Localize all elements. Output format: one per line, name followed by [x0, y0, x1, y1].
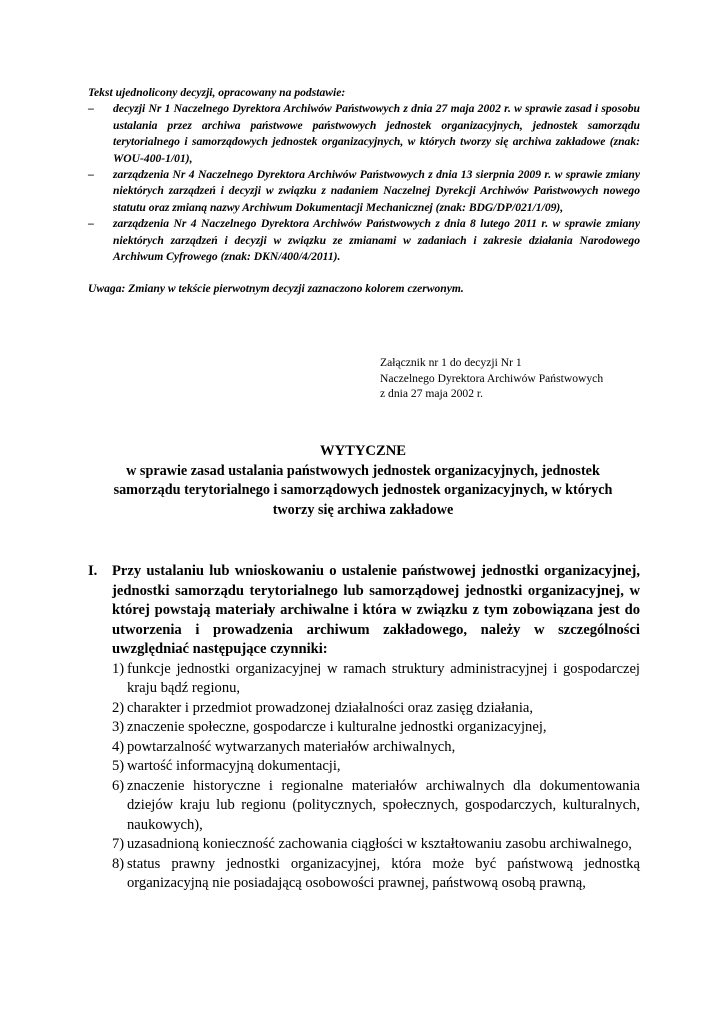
item-text: powtarzalność wytwarzanych materiałów archiwalnych, [127, 738, 456, 755]
document-subtitle-line: tworzy się archiwa zakładowe [272, 501, 454, 518]
list-item [112, 835, 640, 855]
list-item [112, 718, 640, 738]
changes-note: Uwaga: Zmiany w tekście pierwotnym decyzji zaznaczono kolorem czerwonym. [88, 282, 464, 296]
factor-list [112, 660, 640, 894]
annex-line: Naczelnego Dyrektora Archiwów Państwowych [380, 371, 604, 385]
dash-marker: – [88, 102, 94, 116]
item-number: 5) [112, 758, 125, 774]
source-notes-heading: Tekst ujednolicony decyzji, opracowany na podstawie: [88, 86, 346, 99]
list-item [112, 738, 640, 758]
item-text: znaczenie historyczne i regionalne materiałów archiwalnych dla dokumentowania dziejów kraju lub regionu (politycznych, społecznych, gospodarczych, kulturalnych, naukowych), [127, 777, 640, 833]
section-body [112, 562, 640, 894]
list-item [112, 699, 640, 719]
item-text: status prawny jednostki organizacyjnej, która może być państwową jednostką organizacyjną nie posiadającą osobowości prawnej, państwową osobą prawną, [127, 855, 640, 891]
document-subtitle-line: w sprawie zasad ustalania państwowych jednostek organizacyjnych, jednostek [126, 462, 600, 479]
dash-marker: – [88, 217, 94, 231]
section-one [88, 562, 640, 894]
list-item [112, 855, 640, 894]
item-number: 7) [112, 836, 125, 852]
item-text: uzasadnioną konieczność zachowania ciągłości w kształtowaniu zasobu archiwalnego, [127, 836, 632, 852]
source-item [88, 216, 640, 265]
item-number: 2) [112, 699, 125, 716]
source-item [88, 101, 640, 167]
list-item [112, 660, 640, 699]
item-text: funkcje jednostki organizacyjnej w ramach struktury administracyjnej i gospodarczej kraju bądź regionu, [127, 660, 640, 696]
item-number: 8) [112, 855, 125, 872]
section-lead: Przy ustalaniu lub wnioskowaniu o ustalenie państwowej jednostki organizacyjnej, jednostki samorządu terytorialnego lub samorządowej jednostki organizacyjnej, w której powstają materiały archiwalne i która w związku z tym zobowiązana jest do utworzenia i prowadzenia archiwum zakładowego, należy w szczególności uwzględniać następujące czynniki: [112, 563, 640, 657]
annex-line: z dnia 27 maja 2002 r. [380, 387, 484, 400]
item-number: 6) [112, 777, 125, 794]
list-item [112, 757, 640, 777]
list-item [112, 777, 640, 836]
dash-marker: – [88, 168, 94, 182]
source-item-text: zarządzenia Nr 4 Naczelnego Dyrektora Archiwów Państwowych z dnia 8 lutego 2011 r. w sprawie zmiany niektórych zarządzeń i decyzji w związku ze zmianami w zadaniach i zakresie działania Narodowego Archiwum Cyfrowego (znak: DKN/400/4/2011). [113, 217, 640, 264]
item-text: charakter i przedmiot prowadzonej działalności oraz zasięg działania, [127, 699, 533, 716]
item-number: 4) [112, 738, 125, 755]
document-title: WYTYCZNE [320, 443, 406, 459]
annex-line: Załącznik nr 1 do decyzji Nr 1 [380, 356, 522, 369]
source-item-text: decyzji Nr 1 Naczelnego Dyrektora Archiwów Państwowych z dnia 27 maja 2002 r. w sprawie zasad i sposobu ustalania przez archiwa państwowe państwowych jednostek organizacyjnych, jednostek samorządu terytorialnego i samorządowych jednostek organizacyjnych, w których tworzy się archiwa zakładowe (znak: WOU-400-1/01), [113, 102, 640, 165]
source-notes [88, 85, 640, 298]
item-number: 3) [112, 719, 125, 735]
document-subtitle-line: samorządu terytorialnego i samorządowych jednostek organizacyjnych, w których [113, 482, 613, 498]
document-heading [78, 442, 648, 520]
item-number: 1) [112, 660, 125, 677]
section-number: I. [88, 563, 98, 579]
source-item-text: zarządzenia Nr 4 Naczelnego Dyrektora Archiwów Państwowych z dnia 13 sierpnia 2009 r. w sprawie zmiany niektórych zarządzeń i decyzji w związku z nadaniem Naczelnej Dyrekcji Archiwów Państwowych nowego statutu oraz zmianą nazwy Archiwum Dokumentacji Mechanicznej (znak: BDG/DP/021/1/09), [113, 168, 640, 214]
source-item [88, 167, 640, 216]
annex-reference [380, 355, 603, 402]
item-text: wartość informacyjną dokumentacji, [127, 758, 341, 774]
item-text: znaczenie społeczne, gospodarcze i kulturalne jednostki organizacyjnej, [127, 719, 547, 735]
